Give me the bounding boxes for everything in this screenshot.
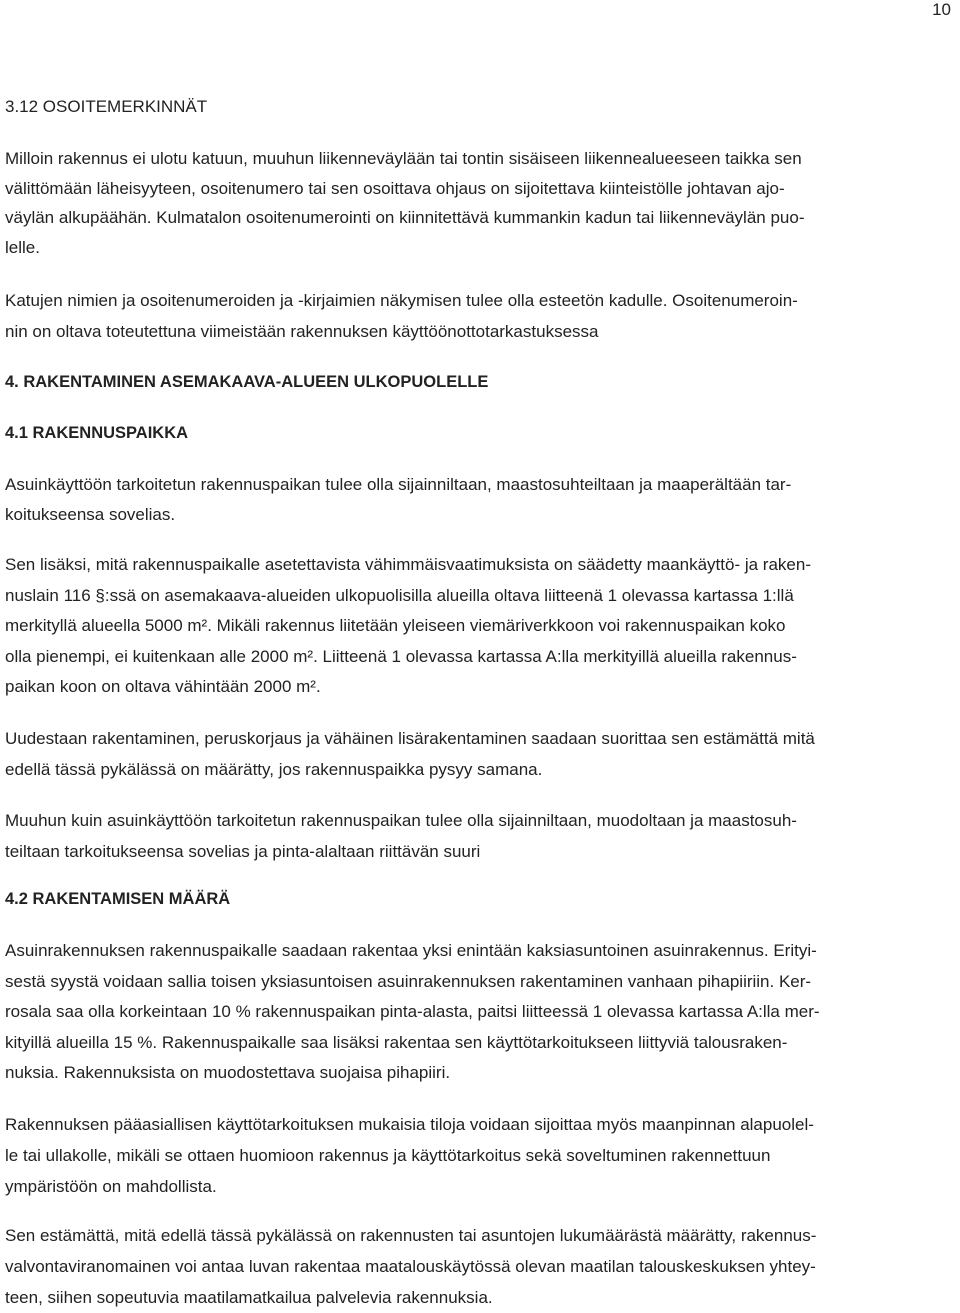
text-line: kityillä alueilla 15 %. Rakennuspaikalle saa lisäksi rakentaa sen käyttötarkoitukseen liittyviä talousraken- xyxy=(5,1032,788,1052)
text-line: väylän alkupäähän. Kulmatalon osoitenumerointi on kiinnitettävä kummankin kadun tai liikenneväylän puo- xyxy=(5,208,805,227)
section-3-12-heading: 3.12 OSOITEMERKINNÄT xyxy=(5,97,208,116)
text-line: edellä tässä pykälässä on määrätty, jos rakennuspaikka pysyy samana. xyxy=(5,760,543,779)
section-4-1-heading: 4.1 RAKENNUSPAIKKA xyxy=(5,424,189,442)
page-number: 10 xyxy=(932,0,951,19)
text-line: rosala saa olla korkeintaan 10 % rakennuspaikan pinta-alasta, paitsi liitteessä 1 olevassa kartassa A:lla mer- xyxy=(5,1002,820,1021)
section-4-2-paragraph-1 xyxy=(5,936,820,1089)
text-line: teiltaan tarkoitukseensa sovelias ja pinta-alaltaan riittävän suuri xyxy=(5,842,481,861)
text-line: Muuhun kuin asuinkäyttöön tarkoitetun rakennuspaikan tulee olla sijainniltaan, muodoltaan ja maastosuh- xyxy=(5,811,797,830)
text-line: sestä syystä voidaan sallia toisen yksiasuntoisen asuinrakennuksen rakentaminen vanhaan pihapiiriin. Ker- xyxy=(5,971,812,991)
text-line: Uudestaan rakentaminen, peruskorjaus ja vähäinen lisärakentaminen saadaan suorittaa sen estämättä mitä xyxy=(5,729,815,748)
section-4-2-paragraph-3 xyxy=(5,1220,816,1313)
text-line: olla pienempi, ei kuitenkaan alle 2000 m². Liitteenä 1 olevassa kartassa A:lla merkityillä alueilla rakennus- xyxy=(5,646,797,666)
text-line: Asuinrakennuksen rakennuspaikalle saadaan rakentaa yksi enintään kaksiasuntoinen asuinrakennus. Erityi- xyxy=(5,941,817,960)
text-line: Rakennuksen pääasiallisen käyttötarkoituksen mukaisia tiloja voidaan sijoittaa myös maanpinnan alapuolel- xyxy=(5,1115,814,1134)
text-line: merkityllä alueella 5000 m². Mikäli rakennus liitetään yleiseen viemäriverkkoon voi rakennuspaikan koko xyxy=(5,616,786,635)
section-4-heading: 4. RAKENTAMINEN ASEMAKAAVA-ALUEEN ULKOPUOLELLE xyxy=(5,373,489,391)
section-3-12-paragraph-2 xyxy=(5,285,798,347)
section-4-1-paragraph-2 xyxy=(5,550,811,703)
text-line: Katujen nimien ja osoitenumeroiden ja -kirjaimien näkymisen tulee olla esteetön kadulle. Osoitenumeroin- xyxy=(5,291,798,310)
section-4-1-paragraph-1 xyxy=(5,470,791,530)
section-4-2-paragraph-2 xyxy=(5,1109,814,1202)
text-line: ympäristöön on mahdollista. xyxy=(5,1177,217,1196)
text-line: välittömään läheisyyteen, osoitenumero tai sen osoittava ohjaus on sijoitettava kiinteistölle johtavan ajo- xyxy=(5,178,785,198)
text-line: nin on oltava toteutettuna viimeistään rakennuksen käyttöönottotarkastuksessa xyxy=(5,322,599,341)
text-line: Asuinkäyttöön tarkoitetun rakennuspaikan tulee olla sijainniltaan, maastosuhteiltaan ja maaperältään tar- xyxy=(5,475,792,494)
text-line: Sen estämättä, mitä edellä tässä pykälässä on rakennusten tai asuntojen lukumäärästä määrätty, rakennus- xyxy=(5,1226,817,1245)
section-4-1-paragraph-4 xyxy=(5,805,797,867)
section-4-1-paragraph-3 xyxy=(5,723,815,785)
section-4-2-heading: 4.2 RAKENTAMISEN MÄÄRÄ xyxy=(5,890,231,908)
text-line: Milloin rakennus ei ulotu katuun, muuhun liikenneväylään tai tontin sisäiseen liikennealueeseen taikka sen xyxy=(5,149,802,168)
section-3-12-paragraph-1 xyxy=(5,144,804,262)
text-line: valvontaviranomainen voi antaa luvan rakentaa maatalouskäytössä olevan maatilan talouskeskuksen yhtey- xyxy=(5,1257,816,1276)
text-line: nuslain 116 §:ssä on asemakaava-alueiden ulkopuolisilla alueilla oltava liitteenä 1 olevassa kartassa 1:llä xyxy=(5,585,794,605)
text-line: koitukseensa sovelias. xyxy=(5,505,176,524)
text-line: nuksia. Rakennuksista on muodostettava suojaisa pihapiiri. xyxy=(5,1063,451,1082)
text-line: lelle. xyxy=(5,237,40,257)
text-line: paikan koon on oltava vähintään 2000 m². xyxy=(5,677,321,696)
text-line: teen, siihen sopeutuvia maatilamatkailua palvelevia rakennuksia. xyxy=(5,1288,493,1307)
text-line: Sen lisäksi, mitä rakennuspaikalle asetettavista vähimmäisvaatimuksista on säädetty maankäyttö- ja raken- xyxy=(5,555,811,574)
text-line: le tai ullakolle, mikäli se ottaen huomioon rakennus ja käyttötarkoitus sekä soveltuminen rakennettuun xyxy=(5,1146,771,1165)
